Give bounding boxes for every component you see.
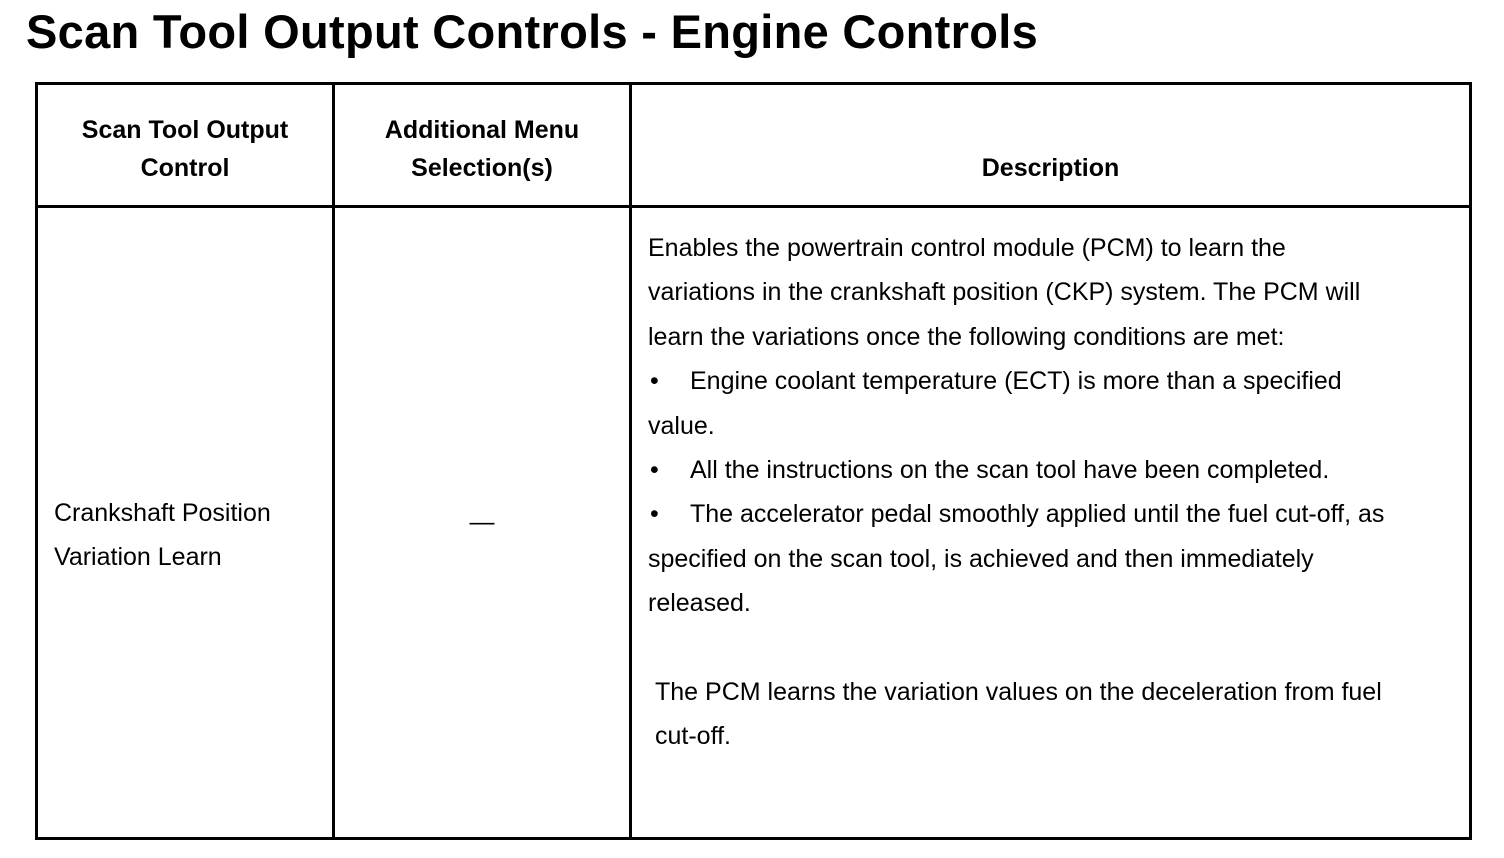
description-bullet: [648, 448, 1393, 492]
menu-cell: [334, 207, 631, 839]
description-cell: [631, 207, 1471, 839]
header-description: Description: [631, 84, 1471, 207]
bullet-text: Engine coolant temperature (ECT) is more than a specified value.: [648, 367, 1342, 440]
header-additional-menu-selections: [334, 84, 631, 207]
bullet-icon: •: [650, 367, 659, 396]
page-title: Scan Tool Output Controls - Engine Controls: [26, 5, 1039, 58]
menu-selection: —: [469, 508, 495, 536]
table-header-row: [37, 84, 1471, 207]
description-intro: Enables the powertrain control module (PCM) to learn the variations in the crankshaft position (CKP) system. The PCM will learn the variations once the following conditions are met:: [648, 234, 1361, 351]
header-text: Scan Tool Output Control: [81, 116, 289, 182]
bullet-icon: •: [650, 456, 659, 485]
bullet-text: All the instructions on the scan tool have been completed.: [690, 456, 1330, 485]
description-bullet: [648, 359, 1393, 448]
output-controls-table: [35, 82, 1472, 840]
description-bullet: [648, 492, 1393, 625]
bullet-text: The accelerator pedal smoothly applied until the fuel cut-off, as specified on the scan tool, is achieved and then immediately released.: [648, 500, 1385, 618]
table-row: [37, 207, 1471, 839]
header-text: Additional Menu Selection(s): [384, 116, 580, 182]
bullet-icon: •: [650, 500, 659, 529]
header-scan-tool-output-control: [37, 84, 334, 207]
control-cell: [37, 207, 334, 839]
description-note: The PCM learns the variation values on the deceleration from fuel cut-off.: [655, 677, 1382, 751]
control-name: Crankshaft Position Variation Learn: [54, 499, 271, 571]
